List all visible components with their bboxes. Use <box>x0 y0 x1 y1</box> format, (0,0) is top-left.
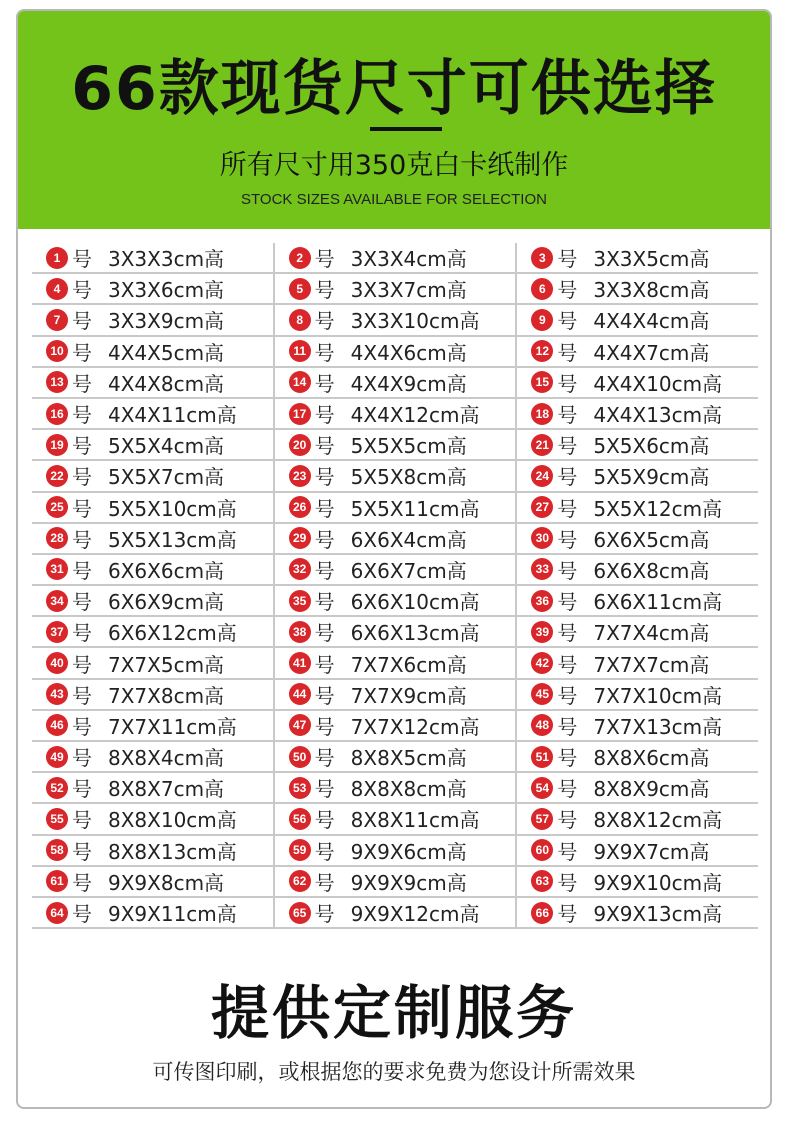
item-number-badge: 38 <box>289 621 311 643</box>
size-item <box>275 836 518 865</box>
table-row <box>32 461 758 492</box>
size-item <box>275 898 518 927</box>
size-item <box>32 368 275 397</box>
item-size-label: 8X8X11cm高 <box>350 808 480 833</box>
item-number-suffix: 号 <box>72 465 92 490</box>
size-item <box>32 648 275 677</box>
size-item <box>32 867 275 896</box>
item-size-label: 8X8X4cm高 <box>108 746 225 771</box>
item-number-badge: 20 <box>289 434 311 456</box>
size-item <box>517 711 758 740</box>
item-number-badge: 43 <box>46 683 68 705</box>
size-item <box>275 867 518 896</box>
size-item <box>517 586 758 615</box>
item-number-badge: 33 <box>531 558 553 580</box>
size-item <box>517 368 758 397</box>
table-row <box>32 274 758 305</box>
table-row <box>32 711 758 742</box>
item-number-badge: 25 <box>46 496 68 518</box>
item-number-badge: 61 <box>46 870 68 892</box>
size-item <box>275 305 518 334</box>
item-number-badge: 22 <box>46 465 68 487</box>
size-item <box>517 305 758 334</box>
size-item <box>32 337 275 366</box>
item-number-badge: 37 <box>46 621 68 643</box>
page-subtitle-english: STOCK SIZES AVAILABLE FOR SELECTION <box>241 191 547 208</box>
size-item <box>32 399 275 428</box>
size-item <box>517 742 758 771</box>
item-size-label: 5X5X12cm高 <box>593 496 723 521</box>
size-item <box>517 399 758 428</box>
item-number-suffix: 号 <box>557 434 578 459</box>
item-size-label: 5X5X5cm高 <box>350 434 467 459</box>
item-number-badge: 41 <box>289 652 311 674</box>
item-number-suffix: 号 <box>72 683 92 708</box>
item-size-label: 9X9X8cm高 <box>108 870 225 895</box>
size-item <box>275 368 518 397</box>
item-number-badge: 64 <box>46 902 68 924</box>
size-item <box>275 680 518 709</box>
size-item <box>32 524 275 553</box>
item-size-label: 9X9X10cm高 <box>593 870 723 895</box>
size-item <box>275 337 518 366</box>
size-item <box>32 898 275 927</box>
item-number-suffix: 号 <box>314 652 335 677</box>
item-number-badge: 2 <box>289 247 311 269</box>
item-number-suffix: 号 <box>557 527 578 552</box>
size-item <box>32 836 275 865</box>
item-number-badge: 9 <box>531 309 553 331</box>
item-size-label: 7X7X8cm高 <box>108 683 225 708</box>
item-size-label: 6X6X5cm高 <box>593 527 710 552</box>
item-size-label: 9X9X9cm高 <box>350 870 467 895</box>
item-number-badge: 27 <box>531 496 553 518</box>
item-number-badge: 36 <box>531 590 553 612</box>
item-size-label: 7X7X10cm高 <box>593 683 723 708</box>
item-number-suffix: 号 <box>557 714 578 739</box>
item-number-suffix: 号 <box>557 558 578 583</box>
item-number-suffix: 号 <box>557 309 578 334</box>
size-item <box>32 461 275 490</box>
item-number-badge: 21 <box>531 434 553 456</box>
item-number-badge: 50 <box>289 746 311 768</box>
item-number-badge: 11 <box>289 340 311 362</box>
table-row <box>32 617 758 648</box>
item-number-badge: 24 <box>531 465 553 487</box>
size-item <box>32 680 275 709</box>
table-row <box>32 680 758 711</box>
item-number-suffix: 号 <box>72 527 92 552</box>
item-number-badge: 19 <box>46 434 68 456</box>
item-number-suffix: 号 <box>557 808 578 833</box>
item-number-badge: 8 <box>289 309 311 331</box>
item-number-suffix: 号 <box>72 590 92 615</box>
item-number-suffix: 号 <box>314 340 335 365</box>
size-item <box>517 461 758 490</box>
item-size-label: 5X5X7cm高 <box>108 465 225 490</box>
item-number-suffix: 号 <box>72 247 92 272</box>
item-size-label: 5X5X4cm高 <box>108 434 225 459</box>
item-number-badge: 31 <box>46 558 68 580</box>
item-number-badge: 62 <box>289 870 311 892</box>
size-item <box>32 742 275 771</box>
item-number-badge: 10 <box>46 340 68 362</box>
item-number-suffix: 号 <box>72 746 92 771</box>
item-number-suffix: 号 <box>557 683 578 708</box>
item-number-suffix: 号 <box>314 590 335 615</box>
size-item <box>517 804 758 833</box>
item-number-badge: 34 <box>46 590 68 612</box>
size-item <box>32 493 275 522</box>
size-item <box>275 617 518 646</box>
size-item <box>32 711 275 740</box>
item-number-badge: 26 <box>289 496 311 518</box>
item-number-suffix: 号 <box>314 527 335 552</box>
item-number-suffix: 号 <box>314 558 335 583</box>
item-number-badge: 55 <box>46 808 68 830</box>
size-item <box>275 524 518 553</box>
item-number-badge: 52 <box>46 777 68 799</box>
item-number-suffix: 号 <box>72 902 92 927</box>
table-row <box>32 867 758 898</box>
table-row <box>32 804 758 835</box>
item-number-suffix: 号 <box>557 839 578 864</box>
item-size-label: 8X8X6cm高 <box>593 746 710 771</box>
size-item <box>517 617 758 646</box>
size-item <box>517 243 758 272</box>
size-item <box>32 617 275 646</box>
header-banner <box>18 11 770 229</box>
item-number-suffix: 号 <box>314 434 335 459</box>
size-item <box>517 898 758 927</box>
size-item <box>275 461 518 490</box>
item-number-suffix: 号 <box>557 465 578 490</box>
item-number-suffix: 号 <box>314 247 335 272</box>
item-number-badge: 29 <box>289 527 311 549</box>
item-number-suffix: 号 <box>314 496 335 521</box>
item-number-suffix: 号 <box>314 683 335 708</box>
item-size-label: 7X7X6cm高 <box>350 652 467 677</box>
item-number-badge: 18 <box>531 403 553 425</box>
item-number-badge: 60 <box>531 839 553 861</box>
size-item <box>275 243 518 272</box>
item-size-label: 8X8X13cm高 <box>108 839 237 864</box>
item-number-suffix: 号 <box>557 247 578 272</box>
item-size-label: 3X3X5cm高 <box>593 247 710 272</box>
item-size-label: 6X6X9cm高 <box>108 590 225 615</box>
item-number-badge: 28 <box>46 527 68 549</box>
item-size-label: 6X6X8cm高 <box>593 558 710 583</box>
item-size-label: 9X9X6cm高 <box>350 839 467 864</box>
table-row <box>32 305 758 336</box>
table-row <box>32 399 758 430</box>
size-item <box>275 648 518 677</box>
item-number-suffix: 号 <box>72 309 92 334</box>
item-number-suffix: 号 <box>557 777 578 802</box>
item-number-suffix: 号 <box>314 808 335 833</box>
item-number-suffix: 号 <box>314 371 335 396</box>
size-item <box>32 773 275 802</box>
item-number-suffix: 号 <box>72 496 92 521</box>
item-size-label: 6X6X7cm高 <box>350 558 467 583</box>
item-size-label: 8X8X8cm高 <box>350 777 467 802</box>
page-title: 66款现货尺寸可供选择 <box>71 54 717 124</box>
item-number-suffix: 号 <box>72 403 92 428</box>
item-number-suffix: 号 <box>72 714 92 739</box>
item-number-badge: 12 <box>531 340 553 362</box>
item-number-suffix: 号 <box>72 371 92 396</box>
size-item <box>517 337 758 366</box>
item-number-badge: 57 <box>531 808 553 830</box>
item-number-suffix: 号 <box>72 808 92 833</box>
item-number-suffix: 号 <box>314 278 335 303</box>
item-size-label: 3X3X9cm高 <box>108 309 225 334</box>
item-size-label: 9X9X12cm高 <box>350 902 480 927</box>
item-number-badge: 14 <box>289 371 311 393</box>
item-size-label: 3X3X4cm高 <box>350 247 467 272</box>
item-size-label: 3X3X8cm高 <box>593 278 710 303</box>
size-item <box>517 555 758 584</box>
size-item <box>517 867 758 896</box>
table-row <box>32 430 758 461</box>
size-item <box>517 680 758 709</box>
service-title: 提供定制服务 <box>210 979 577 1047</box>
item-size-label: 8X8X7cm高 <box>108 777 225 802</box>
item-number-suffix: 号 <box>557 621 578 646</box>
item-size-label: 9X9X7cm高 <box>593 839 710 864</box>
size-item <box>275 399 518 428</box>
table-row <box>32 648 758 679</box>
item-number-badge: 65 <box>289 902 311 924</box>
item-size-label: 4X4X6cm高 <box>350 340 467 365</box>
title-divider <box>370 127 442 131</box>
item-size-label: 4X4X10cm高 <box>593 371 723 396</box>
size-item <box>275 430 518 459</box>
item-number-badge: 35 <box>289 590 311 612</box>
item-number-suffix: 号 <box>314 309 335 334</box>
item-size-label: 7X7X11cm高 <box>108 714 237 739</box>
size-table <box>32 243 758 929</box>
table-row <box>32 524 758 555</box>
size-item <box>32 804 275 833</box>
item-number-suffix: 号 <box>72 278 92 303</box>
item-number-suffix: 号 <box>72 652 92 677</box>
size-item <box>517 648 758 677</box>
item-number-badge: 3 <box>531 247 553 269</box>
size-item <box>275 493 518 522</box>
size-item <box>32 555 275 584</box>
page-subtitle: 所有尺寸用350克白卡纸制作 <box>219 150 569 181</box>
item-number-suffix: 号 <box>557 403 578 428</box>
item-size-label: 5X5X9cm高 <box>593 465 710 490</box>
item-size-label: 5X5X10cm高 <box>108 496 237 521</box>
item-number-suffix: 号 <box>557 590 578 615</box>
size-item <box>275 555 518 584</box>
item-size-label: 9X9X11cm高 <box>108 902 237 927</box>
item-size-label: 7X7X13cm高 <box>593 714 723 739</box>
item-number-badge: 7 <box>46 309 68 331</box>
item-number-badge: 15 <box>531 371 553 393</box>
item-number-badge: 16 <box>46 403 68 425</box>
item-number-suffix: 号 <box>557 340 578 365</box>
item-number-badge: 51 <box>531 746 553 768</box>
item-size-label: 4X4X9cm高 <box>350 371 467 396</box>
item-size-label: 6X6X13cm高 <box>350 621 480 646</box>
size-item <box>517 274 758 303</box>
item-number-suffix: 号 <box>314 714 335 739</box>
item-number-suffix: 号 <box>72 340 92 365</box>
table-row <box>32 368 758 399</box>
item-number-suffix: 号 <box>314 465 335 490</box>
item-size-label: 4X4X11cm高 <box>108 403 237 428</box>
size-item <box>275 804 518 833</box>
item-number-badge: 48 <box>531 714 553 736</box>
item-size-label: 5X5X6cm高 <box>593 434 710 459</box>
item-size-label: 7X7X9cm高 <box>350 683 467 708</box>
item-size-label: 8X8X12cm高 <box>593 808 723 833</box>
item-number-badge: 63 <box>531 870 553 892</box>
item-number-badge: 44 <box>289 683 311 705</box>
item-number-badge: 56 <box>289 808 311 830</box>
item-size-label: 6X6X6cm高 <box>108 558 225 583</box>
item-size-label: 7X7X5cm高 <box>108 652 225 677</box>
item-size-label: 7X7X4cm高 <box>593 621 710 646</box>
item-size-label: 3X3X6cm高 <box>108 278 225 303</box>
item-size-label: 6X6X4cm高 <box>350 527 467 552</box>
item-size-label: 7X7X7cm高 <box>593 652 710 677</box>
item-size-label: 5X5X11cm高 <box>350 496 480 521</box>
service-note: 可传图印刷，或根据您的要求免费为您设计所需效果 <box>152 1060 636 1084</box>
item-size-label: 5X5X13cm高 <box>108 527 237 552</box>
item-size-label: 4X4X13cm高 <box>593 403 723 428</box>
size-item <box>517 836 758 865</box>
item-number-suffix: 号 <box>72 839 92 864</box>
item-size-label: 5X5X8cm高 <box>350 465 467 490</box>
item-size-label: 4X4X7cm高 <box>593 340 710 365</box>
item-size-label: 4X4X4cm高 <box>593 309 710 334</box>
size-item <box>32 274 275 303</box>
item-number-badge: 17 <box>289 403 311 425</box>
item-size-label: 4X4X12cm高 <box>350 403 480 428</box>
item-number-suffix: 号 <box>72 777 92 802</box>
item-number-suffix: 号 <box>557 371 578 396</box>
size-item <box>32 305 275 334</box>
item-number-badge: 4 <box>46 278 68 300</box>
item-number-badge: 13 <box>46 371 68 393</box>
item-number-suffix: 号 <box>314 746 335 771</box>
item-number-badge: 58 <box>46 839 68 861</box>
item-number-suffix: 号 <box>557 652 578 677</box>
item-number-badge: 45 <box>531 683 553 705</box>
table-row <box>32 742 758 773</box>
table-row <box>32 586 758 617</box>
item-number-suffix: 号 <box>314 839 335 864</box>
item-number-badge: 54 <box>531 777 553 799</box>
item-size-label: 8X8X10cm高 <box>108 808 237 833</box>
item-size-label: 6X6X10cm高 <box>350 590 480 615</box>
table-row <box>32 243 758 274</box>
item-number-badge: 39 <box>531 621 553 643</box>
item-size-label: 3X3X10cm高 <box>350 309 480 334</box>
size-item <box>32 243 275 272</box>
item-number-suffix: 号 <box>557 902 578 927</box>
size-item <box>517 524 758 553</box>
size-item <box>275 773 518 802</box>
size-item <box>275 586 518 615</box>
item-number-badge: 53 <box>289 777 311 799</box>
item-number-badge: 1 <box>46 247 68 269</box>
poster-card <box>16 9 772 1109</box>
item-number-suffix: 号 <box>314 870 335 895</box>
item-size-label: 3X3X7cm高 <box>350 278 467 303</box>
item-size-label: 8X8X9cm高 <box>593 777 710 802</box>
item-number-badge: 46 <box>46 714 68 736</box>
item-number-badge: 42 <box>531 652 553 674</box>
item-size-label: 6X6X11cm高 <box>593 590 723 615</box>
item-size-label: 9X9X13cm高 <box>593 902 723 927</box>
item-size-label: 8X8X5cm高 <box>350 746 467 771</box>
item-number-suffix: 号 <box>314 902 335 927</box>
size-item <box>275 274 518 303</box>
item-size-label: 4X4X5cm高 <box>108 340 225 365</box>
item-number-suffix: 号 <box>557 278 578 303</box>
item-number-badge: 5 <box>289 278 311 300</box>
item-number-suffix: 号 <box>72 870 92 895</box>
item-number-suffix: 号 <box>557 746 578 771</box>
size-item <box>275 742 518 771</box>
item-number-badge: 40 <box>46 652 68 674</box>
item-number-suffix: 号 <box>314 621 335 646</box>
item-number-badge: 49 <box>46 746 68 768</box>
size-item <box>32 586 275 615</box>
item-size-label: 3X3X3cm高 <box>108 247 225 272</box>
table-row <box>32 773 758 804</box>
item-size-label: 7X7X12cm高 <box>350 714 480 739</box>
item-number-badge: 59 <box>289 839 311 861</box>
table-row <box>32 337 758 368</box>
item-number-suffix: 号 <box>72 558 92 583</box>
item-number-badge: 6 <box>531 278 553 300</box>
table-row <box>32 555 758 586</box>
size-item <box>32 430 275 459</box>
item-number-badge: 23 <box>289 465 311 487</box>
item-number-suffix: 号 <box>72 621 92 646</box>
item-number-badge: 47 <box>289 714 311 736</box>
table-row <box>32 493 758 524</box>
size-item <box>517 430 758 459</box>
item-number-badge: 30 <box>531 527 553 549</box>
size-item <box>275 711 518 740</box>
item-number-badge: 66 <box>531 902 553 924</box>
item-number-suffix: 号 <box>557 870 578 895</box>
item-size-label: 6X6X12cm高 <box>108 621 237 646</box>
item-number-suffix: 号 <box>314 403 335 428</box>
item-number-suffix: 号 <box>314 777 335 802</box>
table-row <box>32 898 758 929</box>
item-number-suffix: 号 <box>557 496 578 521</box>
size-item <box>517 493 758 522</box>
size-item <box>517 773 758 802</box>
item-size-label: 4X4X8cm高 <box>108 371 225 396</box>
table-row <box>32 836 758 867</box>
item-number-badge: 32 <box>289 558 311 580</box>
item-number-suffix: 号 <box>72 434 92 459</box>
